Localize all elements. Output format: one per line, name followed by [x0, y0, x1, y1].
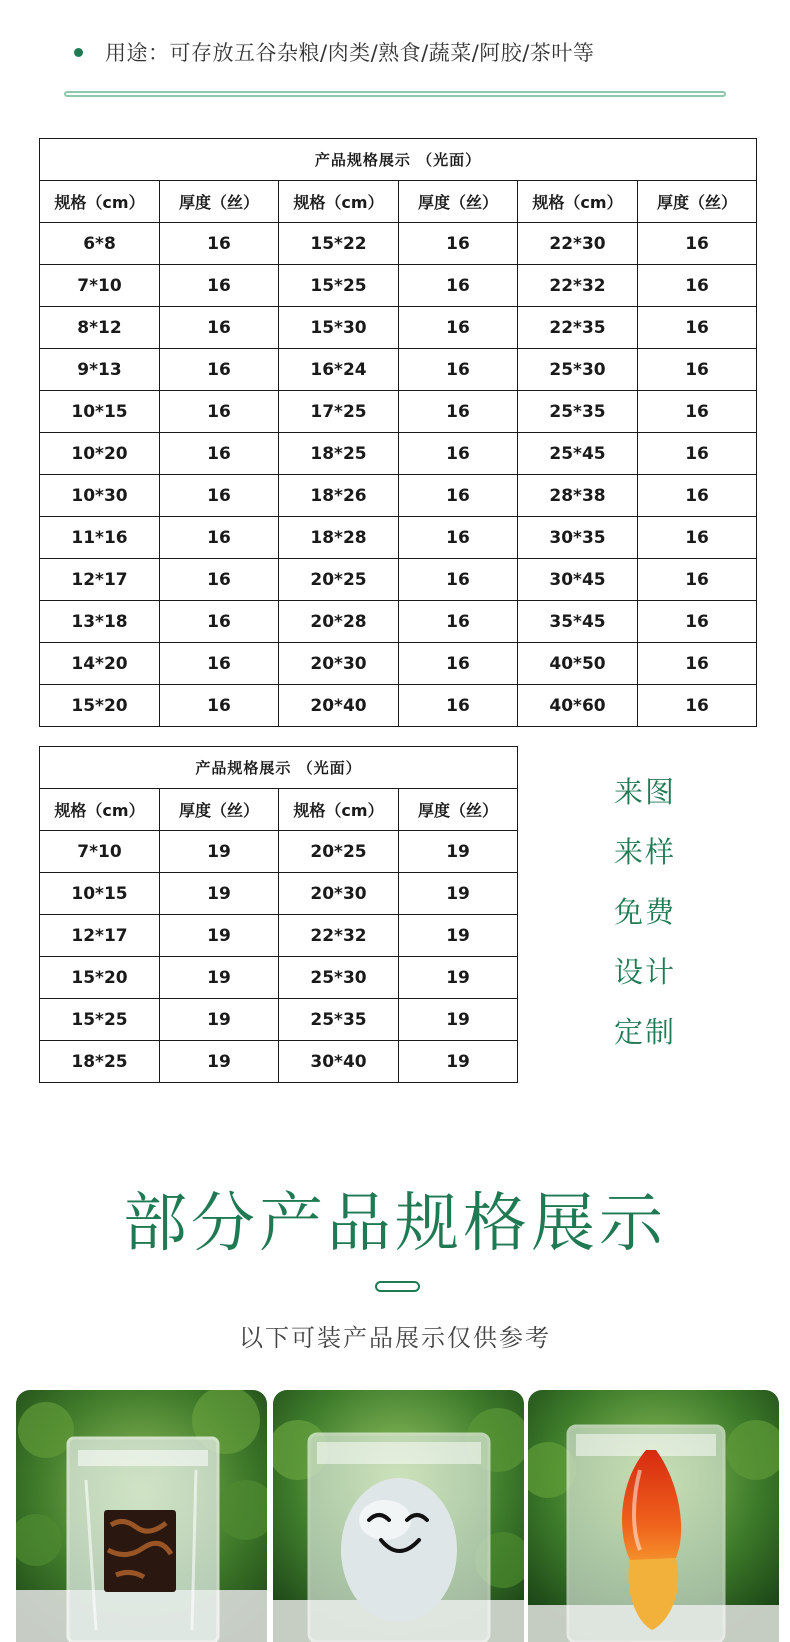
table-cell: 35*45: [518, 601, 638, 643]
table-header-cell: 厚度（丝）: [160, 181, 279, 223]
table-cell: 16: [638, 643, 757, 685]
table-cell: 15*20: [40, 957, 160, 999]
table-cell: 22*35: [518, 307, 638, 349]
table-cell: 25*35: [279, 999, 399, 1041]
table-row: [40, 957, 518, 999]
table-cell: 19: [399, 999, 518, 1041]
table-cell: 16: [399, 475, 518, 517]
product-photos: [16, 1390, 778, 1642]
table-cell: 18*28: [279, 517, 399, 559]
table-cell: 11*16: [40, 517, 160, 559]
table-cell: 19: [399, 873, 518, 915]
table-cell: 30*45: [518, 559, 638, 601]
table-row: [40, 475, 757, 517]
table-row: [40, 307, 757, 349]
table-cell: 19: [160, 999, 279, 1041]
table-cell: 10*20: [40, 433, 160, 475]
table-cell: 20*28: [279, 601, 399, 643]
table-cell: 16: [160, 475, 279, 517]
section-title: 部分产品规格展示: [123, 1187, 667, 1261]
table-cell: 16: [160, 559, 279, 601]
free-service-item: 来图: [614, 775, 677, 809]
table-cell: 25*30: [279, 957, 399, 999]
table-cell: 17*25: [279, 391, 399, 433]
table-cell: 16: [160, 433, 279, 475]
table-cell: 6*8: [40, 223, 160, 265]
table-cell: 16: [638, 601, 757, 643]
title-pill-decoration: [375, 1281, 420, 1292]
table-header-cell: 厚度（丝）: [160, 789, 279, 831]
table-cell: 20*30: [279, 873, 399, 915]
table-cell: 20*25: [279, 831, 399, 873]
table-cell: 10*15: [40, 391, 160, 433]
table-row: [40, 349, 757, 391]
free-service-item: 来样: [614, 835, 677, 869]
table-cell: 19: [160, 831, 279, 873]
table-cell: 16: [160, 307, 279, 349]
table-cell: 13*18: [40, 601, 160, 643]
table-cell: 19: [399, 1041, 518, 1083]
table-row: [40, 223, 757, 265]
table-cell: 16: [638, 433, 757, 475]
table-cell: 40*50: [518, 643, 638, 685]
table-row: [40, 517, 757, 559]
table-cell: 18*26: [279, 475, 399, 517]
table-cell: 16: [399, 349, 518, 391]
table-cell: 16: [160, 223, 279, 265]
table-cell: 18*25: [40, 1041, 160, 1083]
free-service-list: [614, 775, 724, 1075]
table-cell: 12*17: [40, 915, 160, 957]
table-row: [40, 1041, 518, 1083]
table-header-cell: 规格（cm）: [279, 181, 399, 223]
table-cell: 19: [399, 957, 518, 999]
table-cell: 16: [399, 601, 518, 643]
table-cell: 15*22: [279, 223, 399, 265]
usage-line: [74, 36, 594, 68]
table-row: [40, 391, 757, 433]
table-header-cell: 厚度（丝）: [638, 181, 757, 223]
table-cell: 15*30: [279, 307, 399, 349]
table-row: [40, 999, 518, 1041]
table-row: [40, 265, 757, 307]
table-cell: 8*12: [40, 307, 160, 349]
table-cell: 16: [638, 223, 757, 265]
spec-table-19: [39, 746, 518, 1083]
table-cell: 40*60: [518, 685, 638, 727]
table-header-cell: 厚度（丝）: [399, 789, 518, 831]
table-cell: 9*13: [40, 349, 160, 391]
table-cell: 25*45: [518, 433, 638, 475]
free-service-item: 设计: [614, 955, 677, 989]
table-cell: 16: [399, 391, 518, 433]
table-row: [40, 873, 518, 915]
table-cell: 16: [160, 349, 279, 391]
table-cell: 16: [399, 307, 518, 349]
table-cell: 22*32: [279, 915, 399, 957]
table-cell: 16: [160, 391, 279, 433]
table-title: 产品规格展示 （光面）: [40, 139, 757, 181]
table-cell: 19: [160, 1041, 279, 1083]
table-cell: 22*32: [518, 265, 638, 307]
table-cell: 12*17: [40, 559, 160, 601]
table-cell: 16: [399, 559, 518, 601]
table-row: [40, 685, 757, 727]
table-cell: 20*40: [279, 685, 399, 727]
table-cell: 30*35: [518, 517, 638, 559]
free-service-item: 定制: [614, 1015, 677, 1049]
table-cell: 16*24: [279, 349, 399, 391]
table-header-cell: 厚度（丝）: [399, 181, 518, 223]
table-header-cell: 规格（cm）: [40, 181, 160, 223]
product-photo-tea-brick: [16, 1390, 267, 1642]
table-row: [40, 559, 757, 601]
spec-table-16: [39, 138, 757, 727]
table-cell: 16: [399, 433, 518, 475]
table-cell: 28*38: [518, 475, 638, 517]
table-cell: 16: [638, 685, 757, 727]
table-cell: 30*40: [279, 1041, 399, 1083]
table-cell: 16: [160, 643, 279, 685]
table-row: [40, 831, 518, 873]
table-row: [40, 433, 757, 475]
table-header-cell: 规格（cm）: [279, 789, 399, 831]
table-cell: 16: [638, 349, 757, 391]
table-cell: 15*20: [40, 685, 160, 727]
table-cell: 20*25: [279, 559, 399, 601]
table-cell: 16: [638, 559, 757, 601]
free-service-item: 免费: [614, 895, 677, 929]
table-cell: 19: [399, 831, 518, 873]
table-cell: 14*20: [40, 643, 160, 685]
table-cell: 19: [160, 915, 279, 957]
table-cell: 16: [399, 643, 518, 685]
table-cell: 19: [399, 915, 518, 957]
section-divider: [64, 91, 726, 97]
table-cell: 22*30: [518, 223, 638, 265]
table-cell: 10*15: [40, 873, 160, 915]
table-title: 产品规格展示 （光面）: [40, 747, 518, 789]
table-cell: 16: [638, 307, 757, 349]
product-photo-crab-claw: [528, 1390, 779, 1642]
table-cell: 16: [638, 475, 757, 517]
table-cell: 18*25: [279, 433, 399, 475]
table-cell: 7*10: [40, 831, 160, 873]
section-subtitle: 以下可装产品展示仅供参考: [239, 1324, 551, 1352]
table-row: [40, 915, 518, 957]
product-photo-egg: [273, 1390, 524, 1642]
table-cell: 25*35: [518, 391, 638, 433]
bullet-dot-icon: [74, 48, 83, 57]
table-cell: 16: [160, 517, 279, 559]
usage-text: 用途：可存放五谷杂粮/肉类/熟食/蔬菜/阿胶/茶叶等: [105, 41, 595, 65]
table-cell: 16: [399, 685, 518, 727]
table-cell: 16: [638, 265, 757, 307]
table-cell: 16: [638, 391, 757, 433]
table-cell: 16: [399, 265, 518, 307]
table-cell: 15*25: [40, 999, 160, 1041]
table-row: [40, 601, 757, 643]
table-header-cell: 规格（cm）: [40, 789, 160, 831]
table-cell: 19: [160, 957, 279, 999]
table-cell: 16: [399, 223, 518, 265]
table-cell: 7*10: [40, 265, 160, 307]
table-row: [40, 643, 757, 685]
table-cell: 16: [638, 517, 757, 559]
table-cell: 20*30: [279, 643, 399, 685]
table-cell: 16: [160, 265, 279, 307]
table-cell: 25*30: [518, 349, 638, 391]
table-cell: 16: [399, 517, 518, 559]
table-cell: 16: [160, 601, 279, 643]
table-cell: 15*25: [279, 265, 399, 307]
table-cell: 19: [160, 873, 279, 915]
table-cell: 10*30: [40, 475, 160, 517]
table-header-cell: 规格（cm）: [518, 181, 638, 223]
table-cell: 16: [160, 685, 279, 727]
